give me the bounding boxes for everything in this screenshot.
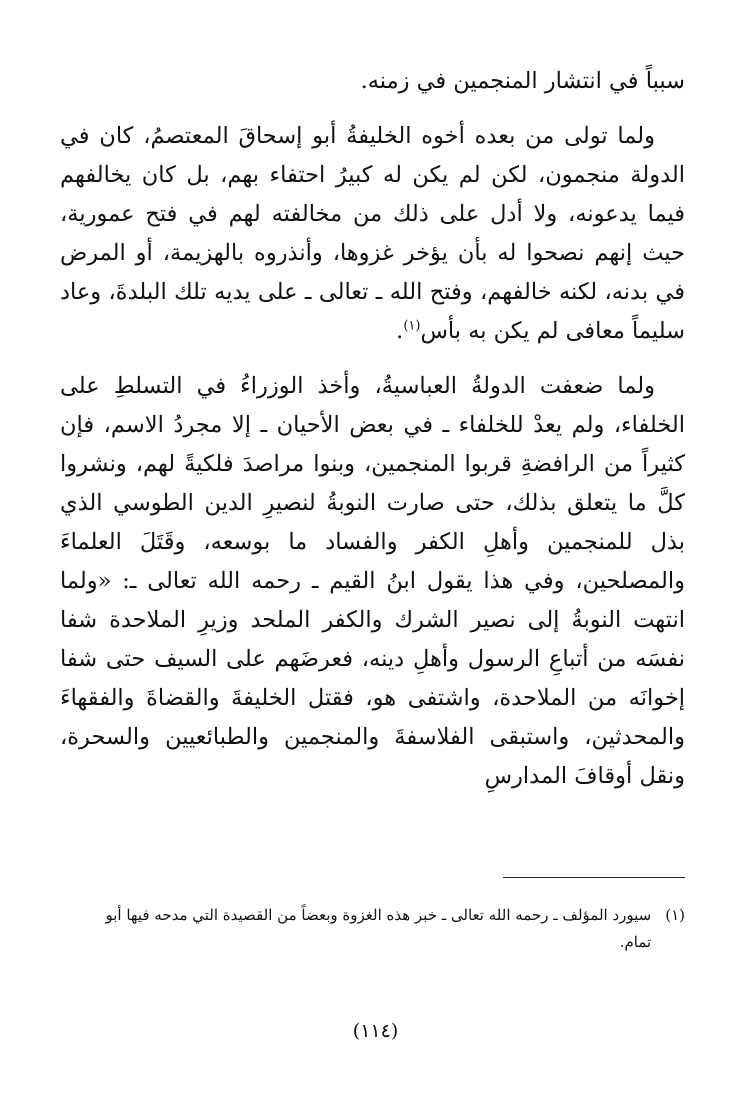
footnote-number: (١) [665, 906, 685, 924]
footnote-reference: (١) [403, 318, 421, 334]
footnote-separator [503, 877, 685, 878]
paragraph-mutasim [60, 117, 685, 351]
paragraph-mutasim-text: ولما تولى من بعده أخوه الخليفةُ أبو إسحاقَ المعتصمُ، كان في الدولة منجمون، لكن لم يكن له كبيرُ احتفاء بهم، بل كان يخالفهم فيما يدعونه، ولا أدل على ذلك من مخالفته لهم في فتح عمورية، حيث إنهم نصحوا له بأن يؤخر غزوها، وأنذروه بالهزيمة، أو المرض في بدنه، لكنه خالفهم، وفتح الله ـ تعالى ـ على يديه تلك البلدةَ، وعاد سليماً معافى لم يكن به بأس [60, 123, 685, 344]
footnote [70, 902, 685, 956]
main-text [60, 62, 685, 812]
footnote-text: سيورد المؤلف ـ رحمه الله تعالى ـ خبر هذه الغزوة وبعضاً من القصيدة التي مدحه فيها أبو تمام. [105, 906, 652, 951]
continuation-line: سبباً في انتشار المنجمين في زمنه. [360, 68, 685, 94]
page-number: (١١٤) [352, 1020, 399, 1042]
paragraph-mutasim-end: . [396, 318, 404, 344]
paragraph-abbasid-decline: ولما ضعفت الدولةُ العباسيةُ، وأخذ الوزراءُ في التسلطِ على الخلفاء، ولم يعدْ للخلفاء ـ في بعض الأحيان ـ إلا مجردُ الاسم، فإن كثيراً من الرافضةِ قربوا المنجمين، وبنوا مراصدَ فلكيةً لهم، ونشروا كلَّ ما يتعلق بذلك، حتى صارت النوبةُ لنصيرِ الدين الطوسي الذي بذل للمنجمين وأهلِ الكفر والفساد ما بوسعه، وقَتَلَ العلماءَ والمصلحين، وفي هذا يقول ابنُ القيم ـ رحمه الله تعالى ـ: «ولما انتهت النوبةُ إلى نصير الشرك والكفر الملحد وزيرِ الملاحدة شفا نفسَه من أتباعِ الرسول وأهلِ دينه، فعرضَهم على السيف حتى شفا إخوانَه من الملاحدة، واشتفى هو، فقتل الخليفةَ والقضاةَ والفقهاءَ والمحدثين، واستبقى الفلاسفةَ والمنجمين والطبائعيين والسحرة، ونقل أوقافَ المدارسِ [60, 373, 685, 789]
